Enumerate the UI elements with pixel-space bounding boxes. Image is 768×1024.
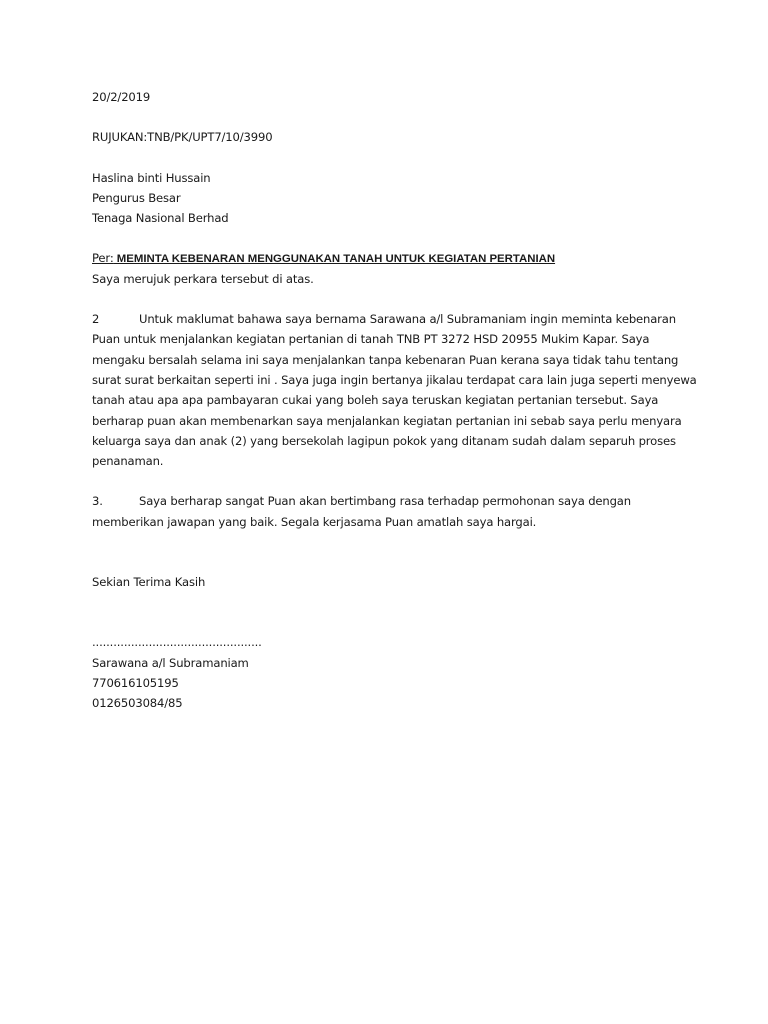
paragraph-3 [92,491,692,532]
letter-body [92,87,697,714]
closing: Sekian Terima Kasih [92,575,206,590]
paragraph-2-line: Puan untuk menjalankan kegiatan pertanian di tanah TNB PT 3272 HSD 20955 Mukim Kapar. Saya [92,332,650,347]
paragraph-number: 3. [92,494,103,509]
sender-phone: 0126503084/85 [92,696,183,711]
sender-block [92,653,692,714]
recipient-company: Tenaga Nasional Berhad [92,211,229,226]
intro-line: Saya merujuk perkara tersebut di atas. [92,271,314,286]
paragraph-3-line [92,491,692,511]
sender-name: Sarawana a/l Subramaniam [92,655,249,670]
sender-ic-number: 770616105195 [92,675,179,690]
paragraph-2-line [92,309,692,329]
paragraph-2-line: keluarga saya dan anak (2) yang bersekolah lagipun pokok yang ditanam sudah dalam separuh proses [92,433,676,448]
paragraph-2-line: berharap puan akan membenarkan saya menjalankan kegiatan pertanian ini sebab saya perlu menyara [92,413,682,428]
paragraph-2 [92,309,697,471]
recipient-block [92,168,692,229]
signature-line: ................................................ [92,635,262,650]
letter-date: 20/2/2019 [92,90,151,104]
paragraph-number: 2 [92,312,100,327]
recipient-title: Pengurus Besar [92,190,181,205]
paragraph-2-line: surat surat berkaitan seperti ini . Saya juga ingin bertanya jikalau terdapat cara lain juga seperti menyewa [92,372,697,387]
paragraph-2-line: tanah atau apa apa pambayaran cukai yang boleh saya teruskan kegiatan pertanian tersebut. Saya [92,393,659,408]
subject-line [92,248,692,268]
recipient-name: Haslina binti Hussain [92,170,211,185]
paragraph-3-text: Saya berharap sangat Puan akan bertimbang rasa terhadap permohonan saya dengan [139,494,631,509]
reference-number: RUJUKAN:TNB/PK/UPT7/10/3990 [92,130,273,145]
paragraph-3-line: memberikan jawapan yang baik. Segala kerjasama Puan amatlah saya hargai. [92,514,537,529]
subject-prefix: Per: [92,251,114,266]
paragraph-2-line: penanaman. [92,454,164,469]
subject-title: MEMINTA KEBENARAN MENGGUNAKAN TANAH UNTUK KEGIATAN PERTANIAN [113,253,556,266]
paragraph-2-text: Untuk maklumat bahawa saya bernama Sarawana a/l Subramaniam ingin meminta kebenaran [139,312,676,327]
paragraph-2-line: mengaku bersalah selama ini saya menjalankan tanpa kebenaran Puan kerana saya tidak tahu tentang [92,352,679,367]
